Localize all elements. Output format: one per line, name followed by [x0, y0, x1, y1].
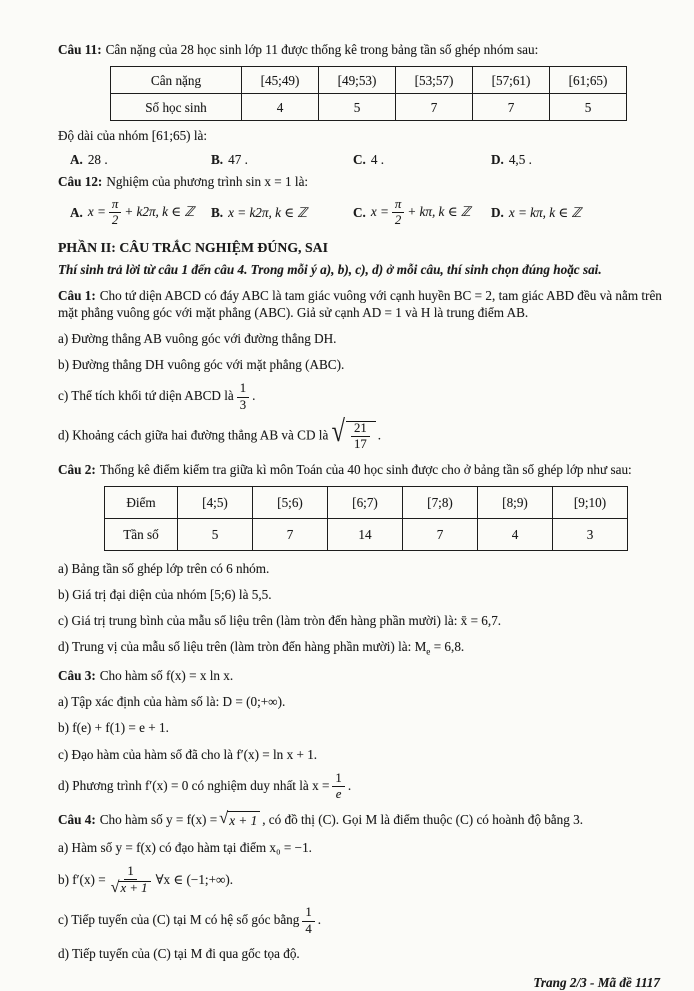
cell: 4 — [242, 94, 319, 121]
cell: 14 — [328, 519, 403, 551]
cell: 7 — [403, 519, 478, 551]
cell: 4 — [478, 519, 553, 551]
question-4-label: Câu 4: — [58, 811, 96, 827]
q4-statement-c — [58, 906, 666, 936]
q12-options — [70, 198, 666, 228]
q1-statement-d — [58, 414, 666, 452]
q2-statement-d — [58, 638, 666, 658]
part2-instructions: Thí sinh trả lời từ câu 1 đến câu 4. Trong mỗi ý a), b), c), d) ở mỗi câu, thí sinh chọn đúng hoặc sai. — [58, 262, 602, 278]
radicand — [346, 421, 376, 452]
option-label: A. — [70, 152, 83, 168]
cell: [8;9) — [478, 487, 553, 519]
fraction-numerator: π — [109, 198, 121, 213]
cell: 5 — [550, 94, 627, 121]
q1-statement-b: b) Đường thẳng DH vuông góc với mặt phẳng (ABC). — [58, 357, 345, 373]
q11-option-b — [211, 151, 353, 168]
fraction-denominator: 2 — [394, 213, 402, 228]
part2-question-4 — [58, 808, 666, 830]
q3-statement-a: a) Tập xác định của hàm số là: D = (0;+∞). — [58, 694, 286, 710]
fraction-numerator: 1 — [237, 382, 249, 397]
part2-question-3 — [58, 667, 666, 684]
fraction — [109, 198, 121, 228]
option-label: B. — [211, 152, 224, 168]
statement-post: ∀x ∈ (−1;+∞). — [155, 872, 234, 888]
fraction — [351, 422, 370, 452]
q12-option-c — [353, 198, 491, 228]
question-1-label: Câu 1: — [58, 287, 96, 303]
radical-sign: √ — [110, 879, 120, 897]
statement-pre: c) Thể tích khối tứ diện ABCD là — [58, 388, 234, 404]
q3-statement-d — [58, 772, 666, 802]
option-label: C. — [353, 152, 366, 168]
cell: [45;49) — [242, 67, 319, 94]
option-text: 4 . — [370, 152, 385, 168]
q3-statement-b: b) f(e) + f(1) = e + 1. — [58, 720, 169, 736]
table-row — [105, 519, 628, 551]
cell: 7 — [396, 94, 473, 121]
statement-pre: b) f′(x) = — [58, 872, 106, 888]
fraction — [109, 865, 153, 897]
question-1-text: Cho tứ diện ABCD có đáy ABC là tam giác vuông với cạnh huyền BC = 2, tam giác ABD đều và nằm trên mặt phẳng vuông góc với mặt phẳng (ABC). Giả sử cạnh AD = 1 và H là trung điểm AB. — [58, 287, 662, 320]
cell: [53;57) — [396, 67, 473, 94]
q1-statement-a: a) Đường thẳng AB vuông góc với đường thẳng DH. — [58, 330, 337, 346]
question-12 — [58, 173, 666, 190]
q4-statement-a: a) Hàm số y = f(x) có đạo hàm tại điểm x₀ = −1. — [58, 839, 312, 855]
math-post: + kπ, k ∈ ℤ — [407, 203, 471, 219]
q11-frequency-table — [110, 66, 627, 121]
subscript: e — [426, 647, 431, 658]
table-row — [105, 487, 628, 519]
q11-options — [70, 151, 666, 168]
statement-post: = 6,8. — [433, 639, 465, 655]
q4-statement-d: d) Tiếp tuyến của (C) tại M đi qua gốc tọa độ. — [58, 946, 300, 962]
question-3-label: Câu 3: — [58, 668, 96, 684]
option-label: D. — [491, 152, 504, 168]
fraction — [237, 382, 249, 412]
q12-option-b — [211, 204, 353, 221]
question-2-text: Thống kê điểm kiểm tra giữa kì môn Toán của 40 học sinh được cho ở bảng tần số ghép lớp như sau: — [99, 461, 632, 477]
question-12-label: Câu 12: — [58, 174, 103, 190]
question-11-label: Câu 11: — [58, 42, 102, 57]
square-root — [330, 414, 375, 452]
cell: Số học sinh — [111, 94, 242, 121]
q12-option-a — [70, 198, 211, 228]
statement-pre: c) Tiếp tuyến của (C) tại M có hệ số góc bằng — [58, 912, 300, 928]
cell: Cân nặng — [111, 67, 242, 94]
fraction — [302, 906, 314, 936]
cell: [7;8) — [403, 487, 478, 519]
statement-post: . — [317, 912, 322, 928]
q1-statement-c — [58, 382, 666, 412]
q11-subquestion: Độ dài của nhóm [61;65) là: — [58, 128, 208, 144]
fraction-numerator: 21 — [351, 422, 370, 437]
q11-option-d — [491, 151, 532, 168]
cell: 3 — [553, 519, 628, 551]
fraction-denominator: 3 — [239, 397, 247, 412]
fraction-numerator: 1 — [302, 906, 314, 921]
cell: 7 — [253, 519, 328, 551]
fraction-denominator — [109, 880, 153, 897]
statement-post: . — [377, 427, 382, 443]
fraction-denominator: e — [335, 787, 342, 802]
radicand: x + 1 — [118, 881, 150, 895]
q3-statement-c: c) Đạo hàm của hàm số đã cho là f′(x) = ln x + 1. — [58, 746, 318, 762]
q4-statement-b — [58, 865, 666, 897]
q2-statement-b: b) Giá trị đại diện của nhóm [5;6) là 5,5. — [58, 587, 272, 603]
table-row — [111, 67, 627, 94]
fraction-numerator: 1 — [332, 772, 344, 787]
square-root — [219, 808, 260, 829]
cell: Tần số — [105, 519, 178, 551]
statement-pre: d) Khoảng cách giữa hai đường thẳng AB và CD là — [58, 427, 329, 443]
option-text: 28 . — [87, 152, 108, 168]
fraction-denominator: 4 — [305, 921, 312, 936]
statement-post: . — [252, 388, 256, 404]
radical-sign: √ — [331, 414, 346, 449]
option-text: 47 . — [228, 152, 248, 168]
question-11-text: Cân nặng của 28 học sinh lớp 11 được thống kê trong bảng tần số ghép nhóm sau: — [105, 42, 539, 57]
fraction-numerator: π — [392, 198, 404, 213]
cell: [49;53) — [319, 67, 396, 94]
math-pre: x = — [370, 203, 389, 219]
fraction — [332, 772, 344, 802]
question-4-pre: Cho hàm số y = f(x) = — [99, 811, 218, 827]
fraction-denominator: 2 — [111, 213, 119, 228]
cell: [4;5) — [178, 487, 253, 519]
cell: [61;65) — [550, 67, 627, 94]
cell: [5;6) — [253, 487, 328, 519]
question-2-label: Câu 2: — [58, 461, 96, 477]
statement-pre: d) Trung vị của mẫu số liệu trên (làm tròn đến hàng phần mười) là: M — [58, 639, 427, 655]
option-math — [371, 198, 471, 228]
statement-pre: d) Phương trình f′(x) = 0 có nghiệm duy nhất là x = — [58, 777, 330, 793]
page-footer: Trang 2/3 - Mã đề 1117 — [533, 975, 660, 991]
cell: Điểm — [105, 487, 178, 519]
q2-frequency-table — [104, 486, 628, 551]
option-label: A. — [70, 204, 83, 220]
part2-question-2 — [58, 461, 666, 478]
cell: [9;10) — [553, 487, 628, 519]
option-math — [88, 198, 194, 228]
q2-statement-c: c) Giá trị trung bình của mẫu số liệu trên (làm tròn đến hàng phần mười) là: x̄ = 6,7. — [58, 613, 502, 629]
fraction — [392, 198, 404, 228]
option-text: 4,5 . — [508, 152, 532, 168]
option-label: B. — [211, 204, 224, 220]
option-math: x = kπ, k ∈ ℤ — [508, 204, 582, 220]
math-post: + k2π, k ∈ ℤ — [124, 203, 195, 219]
q12-option-d — [491, 204, 581, 221]
question-3-text: Cho hàm số f(x) = x ln x. — [99, 668, 234, 684]
radical-sign: √ — [219, 808, 229, 828]
q11-option-c — [353, 151, 491, 168]
cell: 5 — [319, 94, 396, 121]
table-row — [111, 94, 627, 121]
fraction-denominator: 17 — [353, 437, 367, 452]
cell: 7 — [473, 94, 550, 121]
part2-question-1 — [58, 287, 666, 321]
statement-post: . — [347, 777, 352, 793]
cell: [6;7) — [328, 487, 403, 519]
question-12-text: Nghiệm của phương trình sin x = 1 là: — [106, 174, 309, 190]
cell: [57;61) — [473, 67, 550, 94]
part2-title: PHẦN II: CÂU TRẮC NGHIỆM ĐÚNG, SAI — [58, 240, 328, 256]
cell: 5 — [178, 519, 253, 551]
radicand: x + 1 — [227, 811, 260, 829]
q2-statement-a: a) Bảng tần số ghép lớp trên có 6 nhóm. — [58, 561, 270, 577]
question-4-post: , có đồ thị (C). Gọi M là điểm thuộc (C) có hoành độ bằng 3. — [262, 811, 584, 827]
fraction-numerator: 1 — [124, 865, 136, 880]
question-11 — [58, 41, 666, 58]
q11-option-a — [70, 151, 211, 168]
option-label: D. — [491, 204, 504, 220]
square-root — [111, 881, 151, 897]
option-math: x = k2π, k ∈ ℤ — [228, 204, 308, 220]
option-label: C. — [353, 204, 366, 220]
math-pre: x = — [87, 203, 106, 219]
